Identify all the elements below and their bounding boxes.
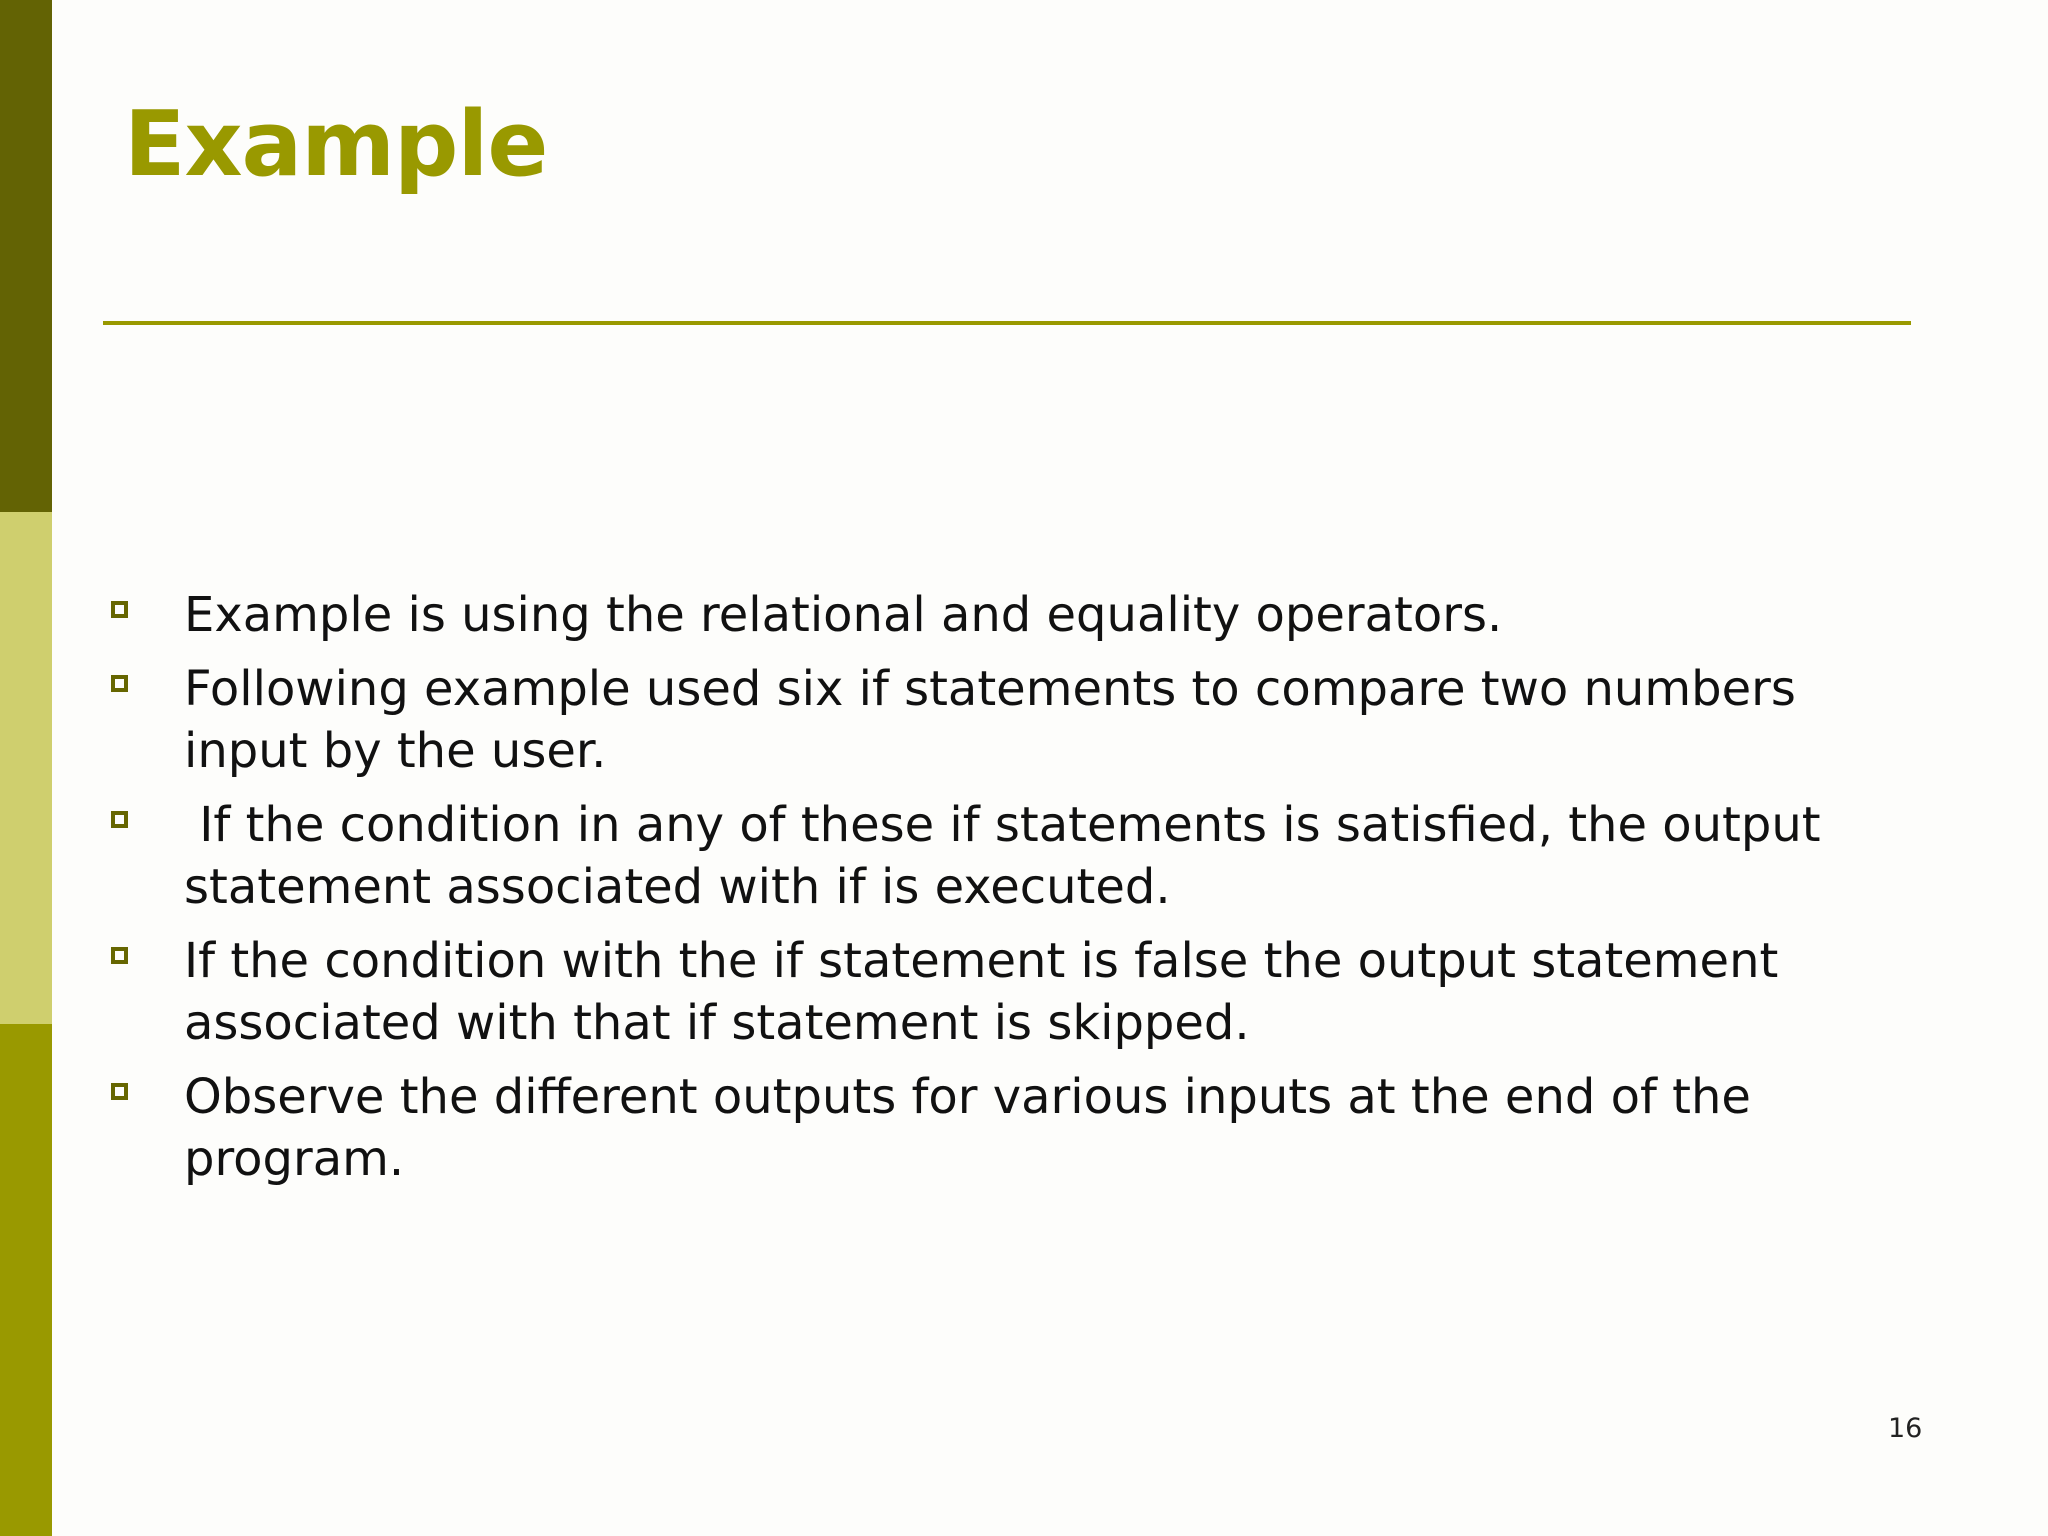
side-bar-middle-segment [0,512,52,1024]
bullet-item [105,1066,1925,1190]
bullet-text: Following example used six if statements to compare two numbers input by the user. [184,661,1812,779]
hollow-square-icon [111,601,128,618]
side-accent-bar [0,0,52,1536]
bullet-item [105,584,1925,646]
hollow-square-icon [111,1083,128,1100]
bullet-text: If the condition in any of these if statements is satisfied, the output statement associated with if is executed. [184,797,1836,915]
side-bar-top-segment [0,0,52,512]
slide-title: Example [124,92,548,197]
bullet-item [105,930,1925,1054]
bullet-text: Observe the different outputs for various inputs at the end of the program. [184,1069,1767,1187]
hollow-square-icon [111,675,128,692]
bullet-item [105,658,1925,782]
bullet-list [105,584,1925,1202]
title-divider [103,321,1911,325]
hollow-square-icon [111,811,128,828]
bullet-text: If the condition with the if statement is false the output statement associated with that if statement is skipped. [184,933,1794,1051]
bullet-text: Example is using the relational and equality operators. [184,587,1503,643]
side-bar-bottom-segment [0,1024,52,1536]
bullet-item [105,794,1925,918]
page-number: 16 [1888,1413,1923,1444]
hollow-square-icon [111,947,128,964]
